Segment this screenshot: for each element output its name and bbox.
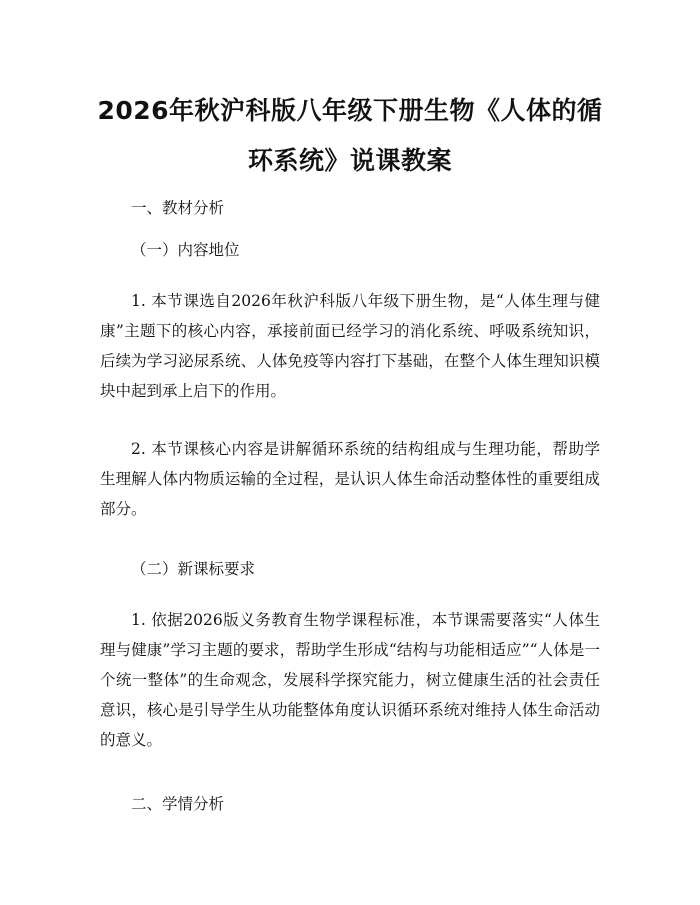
title-line-2: 环系统》说课教案 [247, 146, 452, 175]
section-heading-textbook-analysis: 一、教材分析 [131, 199, 225, 217]
paragraph-content-position-2: 2. 本节课核心内容是讲解循环系统的结构组成与生理功能，帮助学生理解人体内物质运输的全过程，是认识人体生命活动整体性的重要组成部分。 [100, 440, 600, 518]
paragraph-content-position-1: 1. 本节课选自2026年秋沪科版八年级下册生物，是“人体生理与健康”主题下的核心内容，承接前面已经学习的消化系统、呼吸系统知识，后续为学习泌尿系统、人体免疫等内容打下基础，在整个人体生理知识模块中起到承上启下的作用。 [100, 292, 600, 400]
subsection-heading-content-position: （一）内容地位 [131, 241, 240, 259]
paragraph-curriculum-requirements-1: 1. 依据2026版义务教育生物学课程标准，本节课需要落实“人体生理与健康”学习主题的要求，帮助学生形成“结构与功能相适应”“人体是一个统一整体”的生命观念，发展科学探究能力，树立健康生活的社会责任意识，核心是引导学生从功能整体角度认识循环系统对维持人体生命活动的意义。 [100, 611, 600, 749]
subsection-heading-curriculum-requirements: （二）新课标要求 [131, 560, 256, 578]
section-heading-learner-analysis: 二、学情分析 [131, 795, 225, 813]
title-line-1: 2026年秋沪科版八年级下册生物《人体的循 [97, 96, 603, 125]
document-title [90, 86, 610, 186]
